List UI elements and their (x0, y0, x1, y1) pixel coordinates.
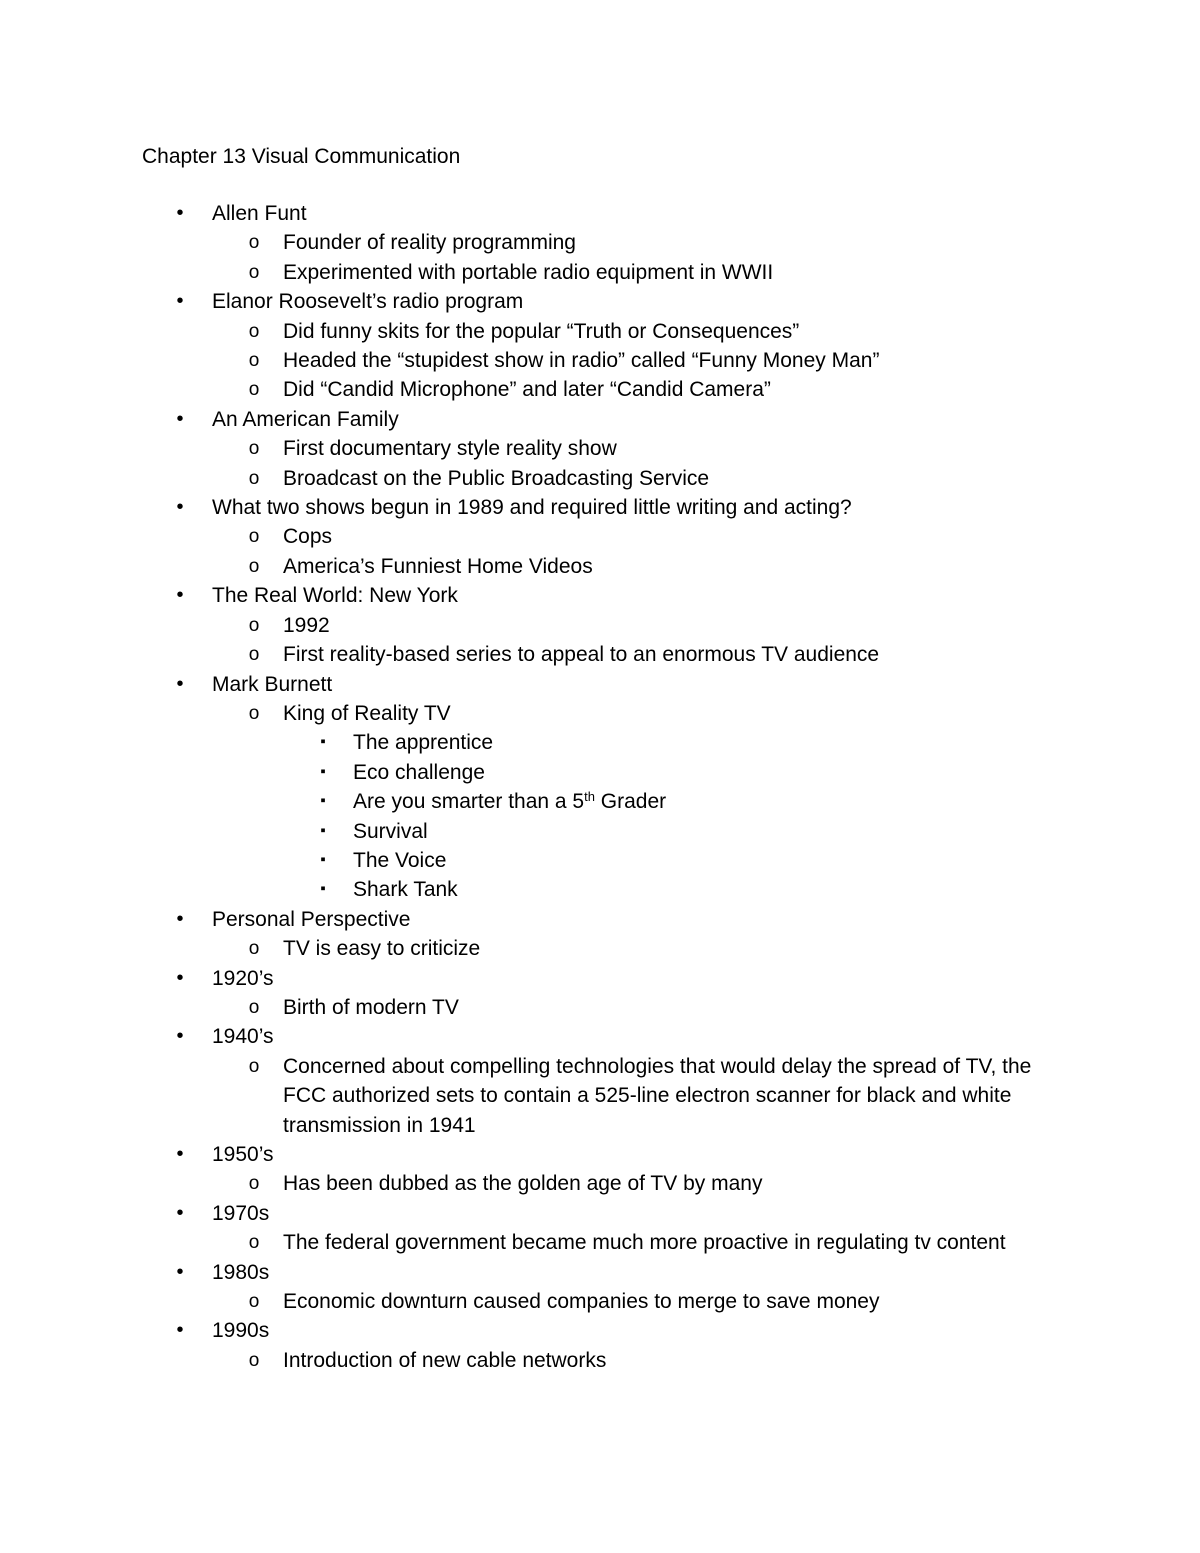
list-item (0, 728, 1200, 757)
ordinal-superscript: th (584, 789, 595, 805)
bullet-icon: • (176, 1025, 184, 1048)
subpoint-text: The federal government became much more proactive in regulating tv content (283, 1231, 1006, 1255)
list-item (0, 1258, 1200, 1287)
circle-bullet-icon: o (248, 261, 260, 283)
list-item (0, 846, 1200, 875)
show-title: The apprentice (353, 731, 494, 755)
topic-1950s: 1950’s (212, 1143, 274, 1166)
bullet-icon: • (176, 202, 184, 224)
bullet-icon: • (176, 407, 184, 430)
circle-bullet-icon: o (248, 320, 260, 342)
circle-bullet-icon: o (248, 1291, 260, 1313)
list-item (0, 699, 1200, 728)
show-title-main: Are you smarter than a 5 (353, 790, 585, 814)
topic-american-family: An American Family (212, 407, 399, 431)
subpoint-text: Experimented with portable radio equipment in WWII (283, 260, 774, 284)
topic-elanor-roosevelt: Elanor Roosevelt’s radio program (212, 290, 524, 314)
circle-bullet-icon: o (248, 1232, 260, 1254)
topic-1980s: 1980s (212, 1260, 270, 1284)
subpoint-text: Has been dubbed as the golden age of TV by many (283, 1172, 763, 1196)
subpoint-text: Did funny skits for the popular “Truth or Consequences” (283, 319, 800, 343)
list-item (0, 964, 1200, 993)
subpoint-text: First reality-based series to appeal to an enormous TV audience (283, 643, 880, 667)
list-item (0, 1169, 1200, 1198)
bullet-icon: • (176, 1260, 184, 1283)
list-item (0, 934, 1200, 963)
show-title: Shark Tank (353, 878, 458, 902)
bullet-icon: • (176, 672, 184, 695)
show-title: The Voice (353, 848, 447, 872)
square-bullet-icon: ▪ (320, 762, 326, 780)
list-item (0, 1316, 1200, 1345)
bullet-icon: • (176, 1201, 184, 1224)
square-bullet-icon: ▪ (320, 792, 326, 810)
bullet-icon: • (176, 966, 184, 989)
bullet-icon: • (176, 584, 184, 607)
subpoint-text: 1992 (283, 613, 330, 637)
square-bullet-icon: ▪ (320, 733, 326, 751)
subpoint-text: Headed the “stupidest show in radio” called “Funny Money Man” (283, 349, 880, 373)
list-item (0, 199, 1200, 228)
topic-allen-funt: Allen Funt (212, 202, 307, 225)
circle-bullet-icon: o (248, 996, 260, 1018)
list-item (0, 493, 1200, 522)
subpoint-text: Economic downturn caused companies to merge to save money (283, 1290, 880, 1314)
topic-personal-perspective: Personal Perspective (212, 907, 411, 931)
list-item (0, 993, 1200, 1022)
square-bullet-icon: ▪ (320, 850, 326, 868)
circle-bullet-icon: o (248, 938, 260, 960)
subpoint-text: Introduction of new cable networks (283, 1348, 607, 1372)
subpoint-text: TV is easy to criticize (283, 937, 481, 961)
circle-bullet-icon: o (248, 1055, 260, 1077)
show-title: Eco challenge (353, 760, 485, 784)
list-item (0, 1228, 1200, 1257)
list-item (0, 287, 1200, 316)
bullet-icon: • (176, 1143, 184, 1165)
list-item (0, 787, 1200, 816)
circle-bullet-icon: o (248, 526, 260, 548)
square-bullet-icon: ▪ (320, 821, 326, 839)
circle-bullet-icon: o (248, 350, 260, 372)
list-item (0, 611, 1200, 640)
subpoint-text: King of Reality TV (283, 701, 451, 725)
topic-two-shows-question: What two shows begun in 1989 and required little writing and acting? (212, 496, 852, 520)
topic-real-world: The Real World: New York (212, 584, 458, 608)
list-item (0, 905, 1200, 934)
subpoint-text: America’s Funniest Home Videos (283, 554, 593, 578)
circle-bullet-icon: o (248, 1349, 260, 1371)
list-item (0, 522, 1200, 551)
page-title: Chapter 13 Visual Communication (142, 145, 461, 168)
list-item (0, 758, 1200, 787)
list-item (0, 434, 1200, 463)
list-item (0, 464, 1200, 493)
bullet-icon: • (176, 290, 184, 313)
list-item (0, 258, 1200, 287)
show-title (353, 787, 1200, 816)
list-item (0, 1140, 1200, 1169)
subpoint-text: Did “Candid Microphone” and later “Candid Camera” (283, 378, 771, 402)
circle-bullet-icon: o (248, 614, 260, 636)
topic-1990s: 1990s (212, 1319, 270, 1343)
bullet-icon: • (176, 496, 184, 519)
subpoint-text: Birth of modern TV (283, 995, 459, 1019)
circle-bullet-icon: o (248, 438, 260, 460)
circle-bullet-icon: o (248, 379, 260, 401)
list-item (0, 375, 1200, 404)
circle-bullet-icon: o (248, 555, 260, 577)
circle-bullet-icon: o (248, 1173, 260, 1195)
circle-bullet-icon: o (248, 467, 260, 489)
subpoint-text: Broadcast on the Public Broadcasting Service (283, 466, 710, 490)
topic-1970s: 1970s (212, 1201, 270, 1225)
bullet-icon: • (176, 907, 184, 930)
circle-bullet-icon: o (248, 702, 260, 724)
list-item (0, 1287, 1200, 1316)
list-item (0, 552, 1200, 581)
circle-bullet-icon: o (248, 644, 260, 666)
list-item (0, 1346, 1200, 1375)
list-item (0, 405, 1200, 434)
square-bullet-icon: ▪ (320, 880, 326, 898)
topic-mark-burnett: Mark Burnett (212, 672, 333, 696)
topic-1940s: 1940’s (212, 1025, 274, 1049)
list-item (0, 228, 1200, 257)
subpoint-text: Concerned about compelling technologies that would delay the spread of TV, the FCC authorized sets to contain a 525-line electron scanner for black and white transmission in 1941 (283, 1054, 1032, 1137)
show-title-tail: Grader (594, 790, 667, 814)
list-item (0, 1199, 1200, 1228)
list-item (0, 875, 1200, 904)
list-item (0, 581, 1200, 610)
list-item (0, 670, 1200, 699)
list-item (0, 1022, 1200, 1051)
list-item (0, 640, 1200, 669)
subpoint-text: First documentary style reality show (283, 437, 617, 461)
list-item (0, 317, 1200, 346)
topic-1920s: 1920’s (212, 966, 274, 990)
subpoint-text: Founder of reality programming (283, 231, 576, 255)
bullet-icon: • (176, 1319, 184, 1342)
list-item (0, 817, 1200, 846)
list-item (0, 1052, 1200, 1140)
show-title: Survival (353, 819, 428, 843)
notes-outline (0, 199, 1200, 1375)
circle-bullet-icon: o (248, 232, 260, 254)
list-item (0, 346, 1200, 375)
subpoint-text: Cops (283, 525, 333, 549)
